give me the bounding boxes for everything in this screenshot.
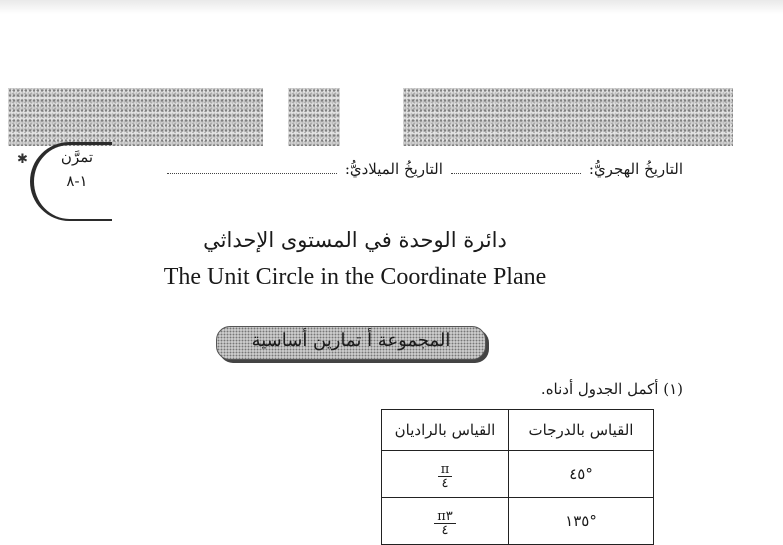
scan-noise-block <box>8 88 263 146</box>
degrees-value: °٤٥ <box>569 465 593 483</box>
section-banner-text: المجموعة أ تمارين أساسية <box>251 330 451 351</box>
degrees-value: °١٣٥ <box>565 512 597 530</box>
cell-degrees <box>509 451 654 498</box>
table-row <box>382 498 654 545</box>
gregorian-date-label: التاريخُ الميلاديُّ: <box>344 160 443 178</box>
radians-fraction <box>434 510 456 537</box>
radians-denominator: ٤ <box>441 522 449 538</box>
scan-noise-block <box>288 88 340 146</box>
section-banner <box>216 326 486 360</box>
date-row <box>159 160 683 178</box>
radians-numerator: π٣ <box>434 510 456 524</box>
cell-radians <box>382 498 509 545</box>
question-1: (١) أكمل الجدول أدناه. <box>540 380 683 398</box>
radians-numerator: π <box>438 463 453 477</box>
hijri-date-blank[interactable] <box>451 163 581 174</box>
gregorian-date-blank[interactable] <box>167 163 337 174</box>
title-arabic: دائرة الوحدة في المستوى الإحداثي <box>203 228 507 252</box>
radians-denominator: ٤ <box>441 475 449 491</box>
lesson-badge-title: تمرَّن <box>60 148 94 166</box>
header-degrees: القياس بالدرجات <box>509 410 654 451</box>
title-english: The Unit Circle in the Coordinate Plane <box>163 264 547 290</box>
header-radians: القياس بالراديان <box>382 410 509 451</box>
lesson-badge-number: ١-٨ <box>66 172 88 190</box>
star-icon: ✱ <box>17 152 28 167</box>
radians-fraction <box>438 463 453 490</box>
table-row <box>382 451 654 498</box>
table-header-row <box>382 410 654 451</box>
scan-noise-block <box>403 88 733 146</box>
cell-degrees <box>509 498 654 545</box>
conversion-table <box>381 409 654 545</box>
hijri-date-label: التاريخُ الهجريُّ: <box>588 160 683 178</box>
page-top-edge <box>0 0 783 14</box>
cell-radians <box>382 451 509 498</box>
